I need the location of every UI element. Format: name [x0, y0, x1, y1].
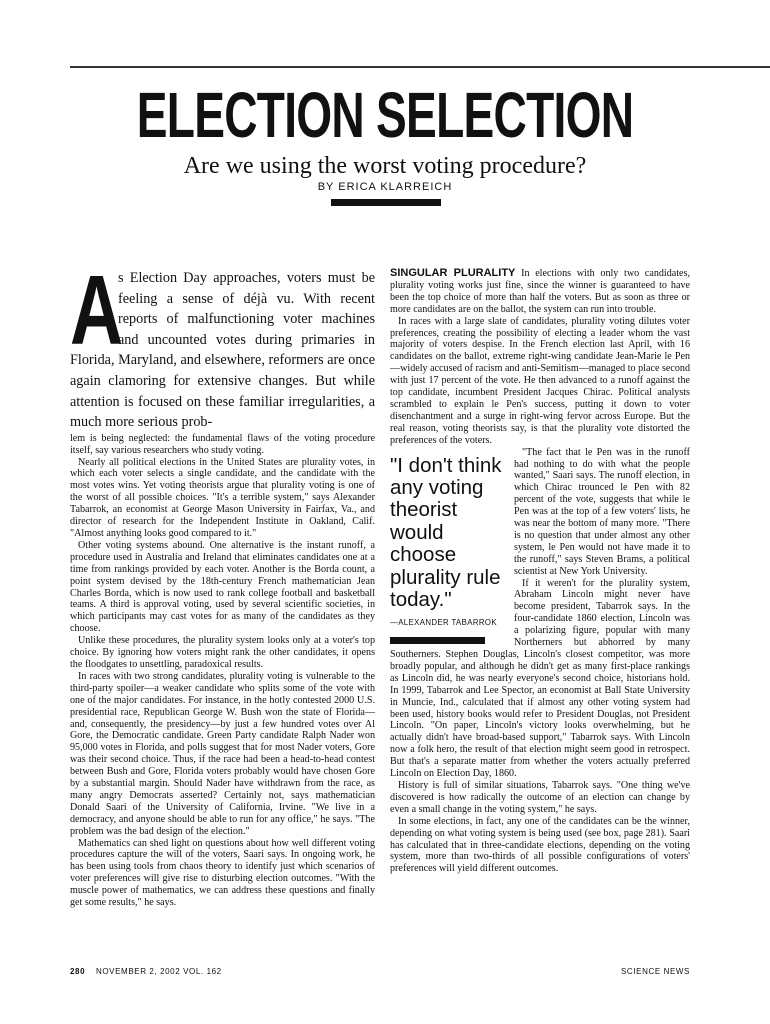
paragraph: Unlike these procedures, the plurality system looks only at a voter's top choice. By ignoring how voters might rank the other candidates, it opens the floodgates to unsettling, paradoxical results.	[70, 635, 375, 670]
footer-left	[70, 967, 222, 976]
column-right	[390, 268, 690, 875]
column-left	[70, 255, 375, 909]
byline: BY ERICA KLARREICH	[317, 181, 453, 193]
issue-date: NOVEMBER 2, 2002	[95, 967, 181, 976]
drop-cap: A	[70, 255, 124, 365]
paragraph: In races with two strong candidates, plurality voting is vulnerable to the third-party spoiler—a weaker candidate who splits some of the vote with one of the major candidates. For instance, in the hotly contested 2000 U.S. presidential race, Republican George W. Bush won the state of Florida—and, consequently, the presidency—by just a few hundred votes over Al Gore, the Democratic candidate. Green Party candidate Ralph Nader won 95,000 votes in Florida, and polls suggest that for most Nader voters, Gore was their second choice. Thus, if the race had been a head-to-head contest between Bush and Gore, Florida voters probably would have chosen Gore by a substantial margin. Should Nader have withdrawn from the race, as many angry Democrats asserted? Certainly not, says mathematician Donald Saari of the University of California, Irvine. "We live in a democracy, and anyone should be able to run for any office," he says. "The problem was the bad design of the election."	[70, 670, 375, 837]
pull-quote-text: "I don't think any voting theorist would choose plurality rule today."	[390, 453, 502, 612]
article-subtitle: Are we using the worst voting procedure?	[183, 153, 587, 179]
article-title: ELECTION SELECTION	[136, 79, 634, 151]
paragraph: History is full of similar situations, Tabarrok says. "One thing we've discovered is how radically the outcome of an election can change by even a small change in the voting system," he says.	[390, 779, 690, 815]
page-number: 280	[70, 967, 86, 976]
publication-name: SCIENCE NEWS	[621, 967, 690, 976]
pull-quote	[390, 455, 506, 645]
paragraph: In some elections, in fact, any one of the candidates can be the winner, depending on what voting system is being used (see box, page 281). Saari has calculated that in three-candidate elections, depending on the voting system, more than two-thirds of all possible configurations of voters' preferences will yield different outcomes.	[390, 815, 690, 875]
lead-paragraph: s Election Day approaches, voters must be feeling a sense of déjà vu. With recent reports of malfunctioning voter machines and uncounted votes during primaries in Florida, Maryland, and elsewhere, reformers are once again clamoring for extensive changes. But while attention is focused on these familiar irregularities, a much more serious prob-	[70, 270, 375, 431]
volume: VOL. 162	[183, 967, 222, 976]
pull-quote-bar	[390, 637, 485, 644]
paragraph: In races with a large slate of candidates, plurality voting dilutes voter preferences, creating the possibility of electing a leader whom the vast majority of voters despise. In the French election last April, with 16 candidates on the ballot, extreme right-wing candidate Jean-Marie le Pen—widely accused of racism and anti-Semitism—managed to place second with just 17 percent of the vote. He then advanced to a runoff against the top candidate, incumbent President Jacques Chirac. Political analysts scrambled to explain le Pen's success, putting it down to voter disenchantment and a surge in right-wing fervor across Europe. But the real reason, voting theorists say, is that the plurality vote distorted the preferences of the voters.	[390, 315, 690, 446]
paragraph	[390, 446, 690, 628]
paragraph: lem is being neglected: the fundamental flaws of the voting procedure itself, say various researchers who study voting.	[70, 432, 375, 456]
paragraph: Nearly all political elections in the United States are plurality votes, in which each voter selects a single candidate, and the candidate with the most votes wins. Yet voting theorists argue that plurality voting is one of the worst of all possible choices. "It's a terrible system," says Alexander Tabarrok, an economist at George Mason University in Fairfax, Va., and director of research for the Independent Institute in Oakland, Calif. "Almost anything looks good compared to it."	[70, 456, 375, 539]
section-kicker: SINGULAR PLURALITY	[390, 267, 516, 279]
paragraph: Mathematics can shed light on questions about how well different voting procedures capture the will of the voters, Saari says. In ongoing work, he has been using tools from chaos theory to identify just which scenarios of voter preferences will give rise to disturbing election outcomes. "With the muscle power of mathematics, we can address these questions and finally get some results," he says.	[70, 837, 375, 909]
paragraph: If it weren't for the plurality system, Abraham Lincoln might never have become president, Tabarrok says. In the four-candidate 1860 election, Lincoln was a polarizing figure, popular with many Northerners but abhorred by many Southerners. Stephen Douglas, Lincoln's closest competitor, was more broadly popular, and although he didn't get as many first-place rankings as Lincoln did, he was nearly everyone's second choice, historians hold. In 1999, Tabarrok and Lee Spector, an economist at Ball State University in Muncie, Ind., calculated that if almost any other voting system had been used, history books would refer to President Douglas, not President Lincoln. "On paper, Lincoln's victory looks overwhelming, but he actually didn't have broad-based support," Tabarrok says. With Lincoln now a folk hero, the result of that election might seem good in retrospect. But that's a separate matter from whether the voters actually preferred Lincoln on Election Day, 1860.	[390, 577, 690, 780]
paragraph-text: "The fact that le Pen was in the runoff had nothing to do with what the people wanted," Saari says. The runoff election, in which Chirac trounced le Pen with 82 percent of the vote, suggests that while le Pen was at the top of a few voters' lists, he was near the bottom of many more. "There is no question that under almost any other system, le Pen would not have made it to the runoff," says Steven Brams, a political scientist at New York University.	[514, 446, 690, 577]
section-opening-paragraph	[390, 268, 690, 316]
paragraph: Other voting systems abound. One alternative is the instant runoff, a procedure used in Australia and Ireland that eliminates candidates one at a time from rankings provided by each voter. Another is the Borda count, a point system devised by the 18th-century French mathematician Jean Charles Borda, which is now used to rank college football and basketball teams. A third is approval voting, used by several scientific societies, in which participants may cast votes for as many of the candidates as they choose.	[70, 539, 375, 635]
top-rule	[70, 66, 770, 68]
byline-bar	[331, 199, 441, 206]
pull-quote-attribution: —ALEXANDER TABARROK	[390, 618, 497, 628]
section-opening-text: In elections with only two candidates, plurality voting works just fine, since the winner is guaranteed to have been the top choice of more than half the voters. But as soon as three or more candidates are on the ballot, the system can run into trouble.	[390, 268, 690, 315]
